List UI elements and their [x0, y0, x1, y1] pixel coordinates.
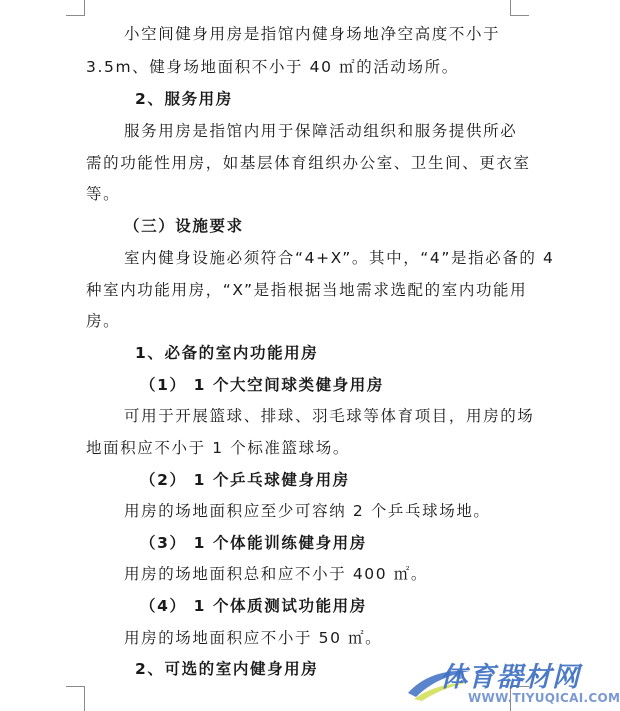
body-text-line: 等。 [86, 185, 121, 203]
crop-mark-bottom-left [84, 686, 85, 711]
watermark-url: WWW.TIYUQICAI.COM [468, 691, 620, 705]
crop-mark-top-left [84, 0, 85, 16]
subsection-heading: （3） 1 个体能训练健身用房 [140, 534, 367, 552]
body-text-line: 3.5m、健身场地面积不小于 40 ㎡的活动场所。 [86, 58, 459, 76]
body-text-line: 用房的场地面积应至少可容纳 2 个乒乓球场地。 [124, 502, 491, 520]
subsection-heading: （1） 1 个大空间球类健身用房 [140, 376, 384, 394]
body-text-line: 种室内功能用房，“X”是指根据当地需求选配的室内功能用 [86, 281, 528, 299]
body-text-line: 用房的场地面积应不小于 50 ㎡。 [124, 629, 383, 647]
section-heading: 1、必备的室内功能用房 [135, 344, 319, 362]
crop-mark-bottom-left-horizontal [66, 686, 84, 687]
watermark-logo [404, 655, 620, 711]
section-heading: 2、可选的室内健身用房 [135, 660, 319, 678]
section-heading: （三）设施要求 [124, 217, 244, 235]
crop-mark-top-left-horizontal [66, 15, 84, 16]
subsection-heading: （2） 1 个乒乓球健身用房 [140, 471, 350, 489]
crop-mark-top-right-horizontal [511, 15, 529, 16]
body-text-line: 可用于开展篮球、排球、羽毛球等体育项目，用房的场 [124, 407, 535, 425]
body-text-line: 地面积应不小于 1 个标准篮球场。 [86, 439, 350, 457]
body-text-line: 房。 [86, 312, 121, 330]
body-text-line: 室内健身设施必须符合“4+X”。其中，“4”是指必备的 4 [124, 249, 555, 267]
body-text-line: 用房的场地面积总和应不小于 400 ㎡。 [124, 565, 428, 583]
subsection-heading: （4） 1 个体质测试功能用房 [140, 597, 367, 615]
crop-mark-top-right [510, 0, 511, 16]
body-text-line: 小空间健身用房是指馆内健身场地净空高度不小于 [124, 25, 501, 43]
section-heading: 2、服务用房 [135, 90, 233, 108]
watermark-title: 体育器材网 [440, 662, 580, 693]
body-text-line: 服务用房是指馆内用于保障活动组织和服务提供所必 [124, 122, 518, 140]
body-text-line: 需的功能性用房，如基层体育组织办公室、卫生间、更衣室 [86, 154, 531, 172]
